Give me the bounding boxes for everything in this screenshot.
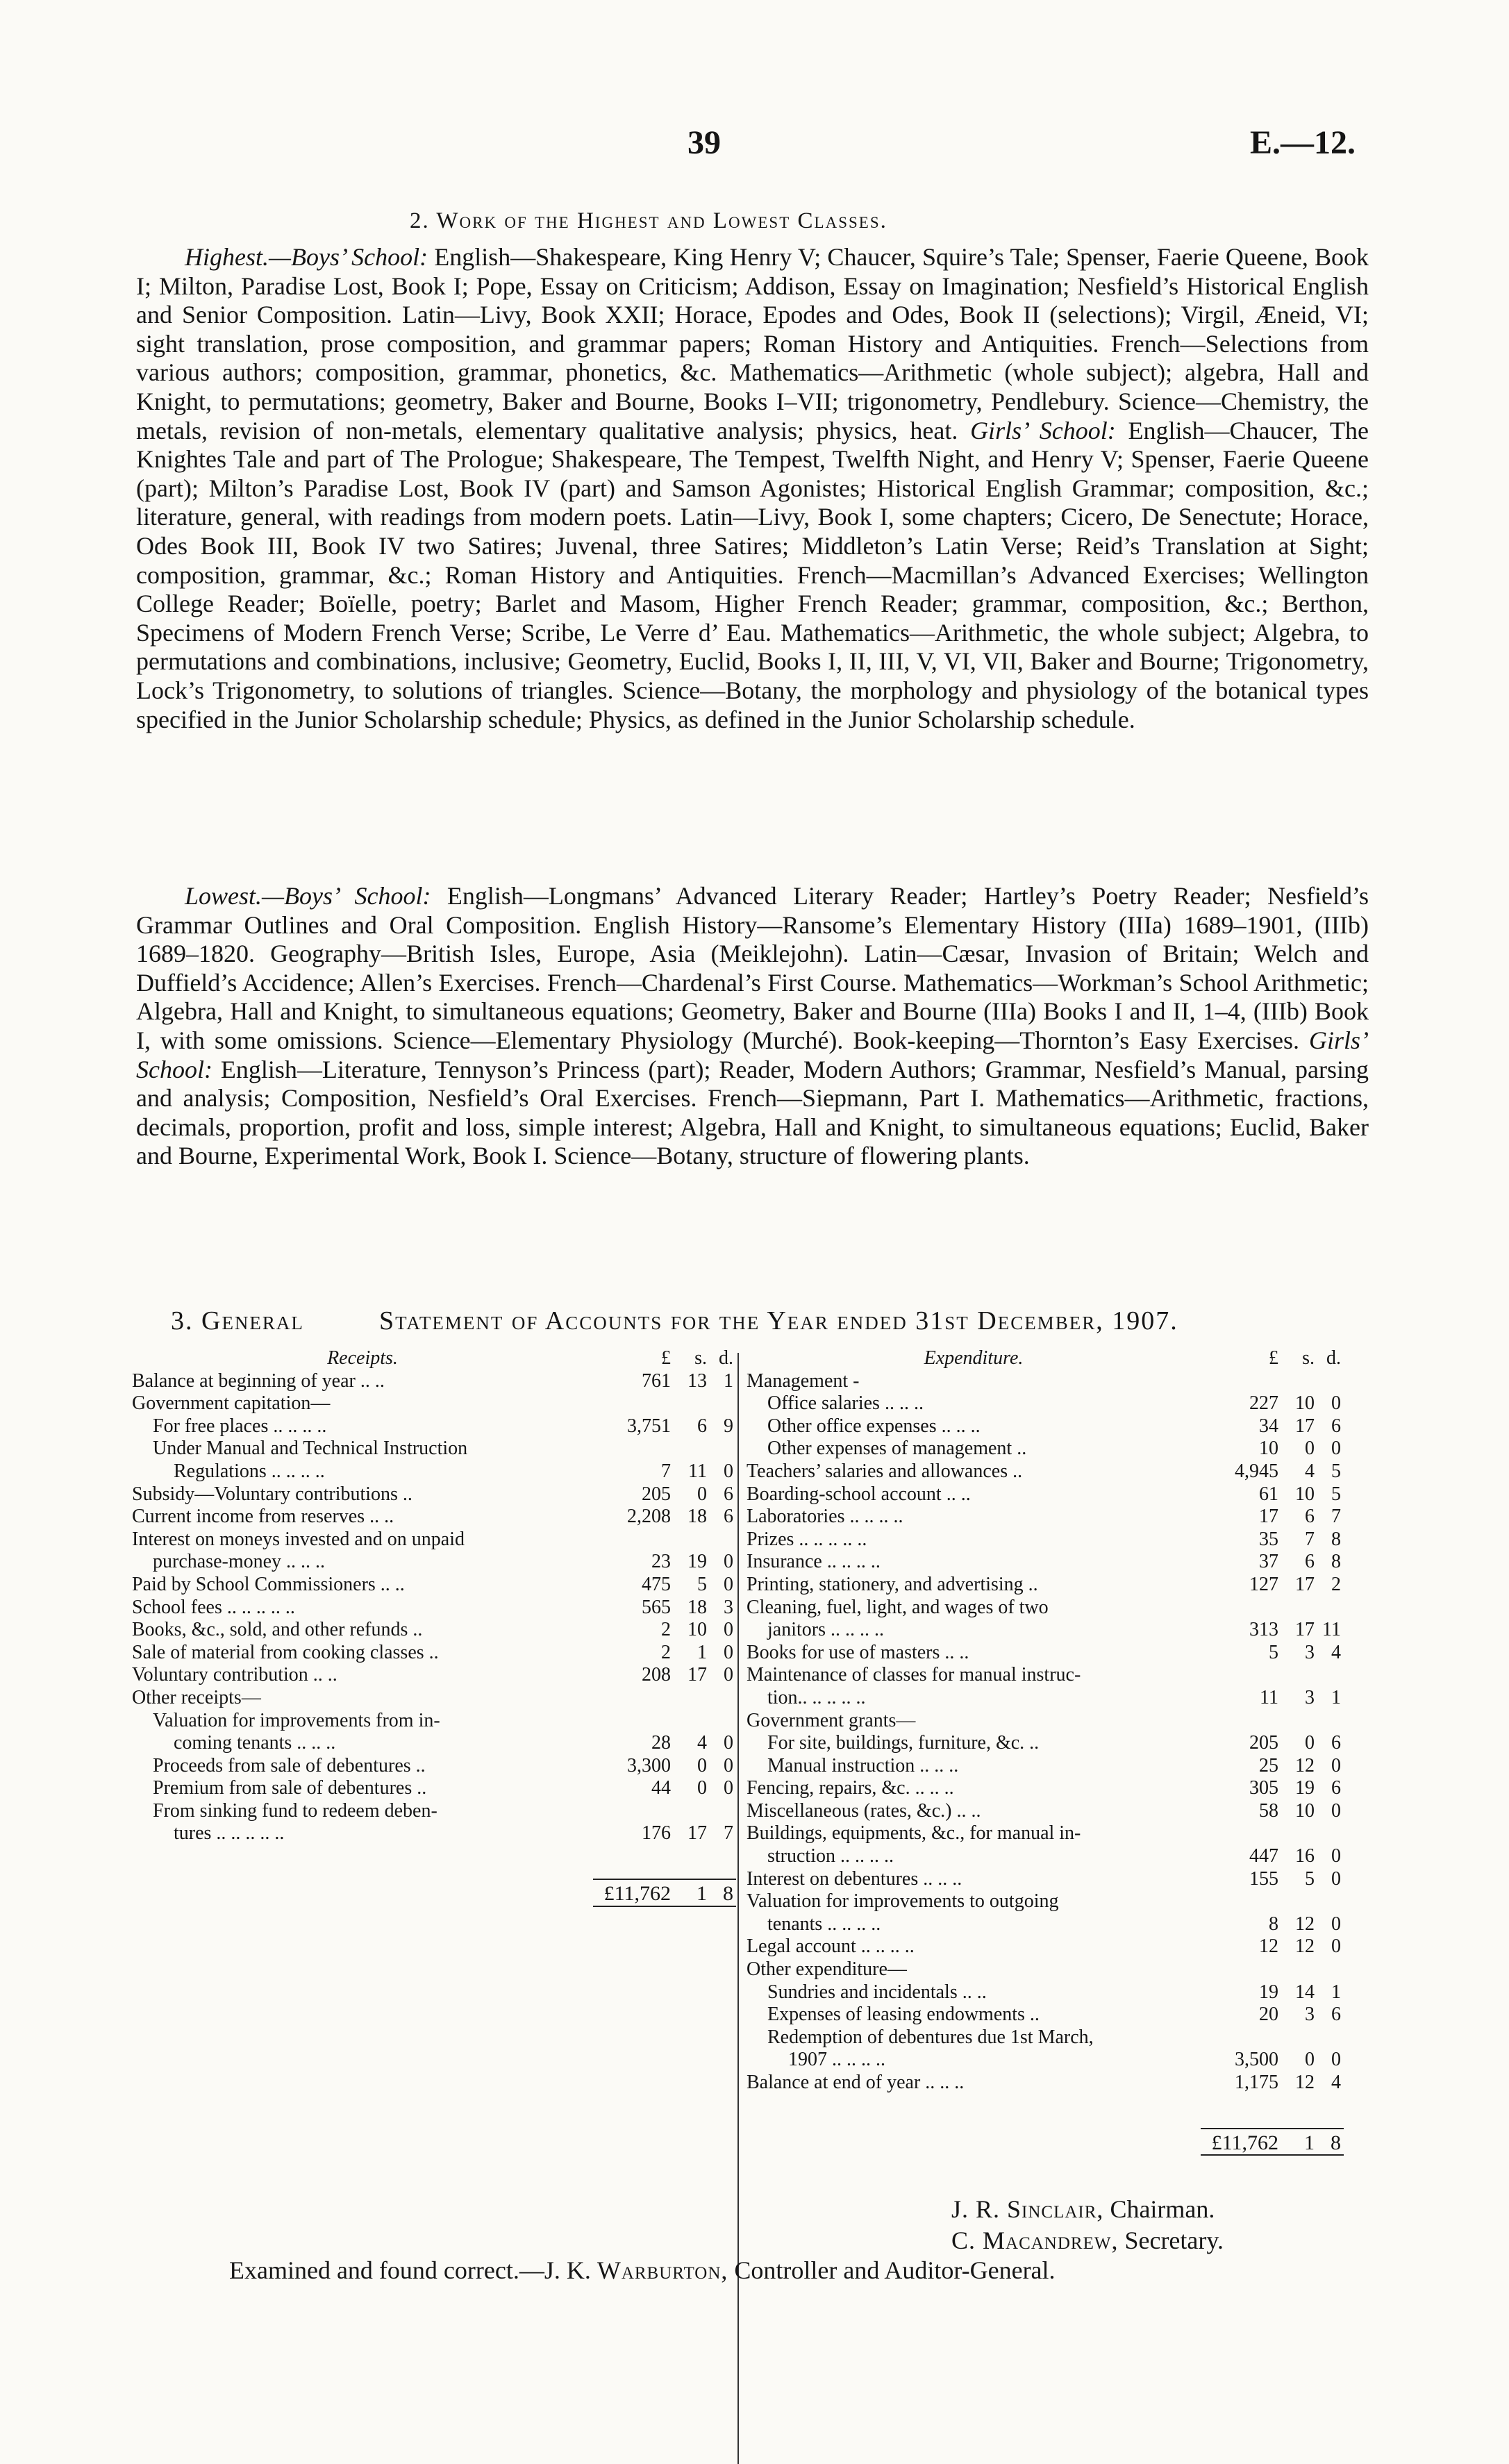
account-row [747, 1664, 1344, 1687]
row-label: tenants .. .. .. .. [767, 1913, 881, 1935]
row-pence: 7 [724, 1822, 733, 1845]
row-pence: 0 [1331, 1438, 1341, 1460]
row-pounds: 205 [1249, 1732, 1278, 1754]
row-pence: 0 [1331, 1799, 1341, 1822]
account-row [747, 1755, 1344, 1778]
chairman-signature [951, 2195, 1215, 2224]
row-pounds: 176 [642, 1822, 671, 1845]
account-row [747, 1551, 1344, 1574]
row-pounds: 3,500 [1235, 2049, 1278, 2071]
row-shillings: 18 [687, 1596, 707, 1618]
account-row [132, 1755, 736, 1778]
row-pence: 5 [1331, 1460, 1341, 1482]
row-pounds: 61 [1259, 1483, 1278, 1505]
row-pence: 0 [724, 1619, 733, 1641]
row-pence: 8 [1331, 1551, 1341, 1573]
row-label: Voluntary contribution .. .. [132, 1664, 337, 1686]
account-row [747, 1392, 1344, 1415]
row-pence: 1 [724, 1370, 733, 1392]
row-label: Maintenance of classes for manual instruc- [747, 1664, 1081, 1686]
row-pence: 1 [1331, 1981, 1341, 2003]
row-label: purchase-money .. .. .. [153, 1551, 326, 1573]
account-row [747, 2049, 1344, 2072]
row-shillings: 3 [1305, 2004, 1315, 2026]
highest-girls-text: English—Chaucer, The Knightes Tale and part of The Prologue; Shakespeare, The Tempest, Twelfth Night, and Henry V; Spenser, Faerie Queene (part); Milton’s Paradise Lost, Book IV (part) and Samson Agonistes; Historical English Grammar; composition, &c.; literature, general, with readings from modern poets. Latin—Livy, Book I, some chapters; Cicero, De Senectute; Horace, Odes Book III, Book IV two Satires; Juvenal, three Satires; Middleton’s Latin Verse; Reid’s Translation at Sight; composition, grammar, &c.; Roman History and Antiquities. French—Macmillan’s Advanced Exercises; Wellington College Reader; Boïelle, poetry; Barlet and Masom, Higher French Reader; grammar, composition, &c.; Berthon, Specimens of Modern French Verse; Scribe, Le Verre d’ Eau. Mathematics—Arithmetic, the whole subject; Algebra, to permutations and combinations, inclusive; Geometry, Euclid, Books I, II, III, V, VI, VII, Baker and Bourne; Trigonometry, Lock’s Trigonometry, to solutions of triangles. Science—Botany, the morphology and physiology of the botanical types specified in the Junior Scholarship schedule; Physics, as defined in the Junior Scholarship schedule. [136, 416, 1369, 733]
row-pounds: 12 [1259, 1936, 1278, 1958]
row-label: Office salaries .. .. .. [767, 1392, 924, 1415]
shillings-header: s. [1302, 1347, 1315, 1369]
row-pence: 6 [1331, 2004, 1341, 2026]
expenditure-header-row [747, 1347, 1344, 1370]
account-row [747, 1619, 1344, 1642]
row-label: tion.. .. .. .. .. [767, 1686, 866, 1708]
row-pence: 0 [724, 1573, 733, 1595]
row-shillings: 0 [1305, 2049, 1315, 2071]
row-label: Sale of material from cooking classes .. [132, 1641, 439, 1663]
row-shillings: 12 [1295, 1936, 1315, 1958]
row-shillings: 6 [1305, 1506, 1315, 1528]
row-shillings: 19 [687, 1551, 707, 1573]
row-shillings: 5 [1305, 1867, 1315, 1890]
row-label: Balance at beginning of year .. .. [132, 1370, 385, 1392]
row-shillings: 16 [1295, 1845, 1315, 1867]
row-pounds: 3,300 [627, 1754, 671, 1776]
row-pence: 6 [1331, 1777, 1341, 1799]
row-pounds: 313 [1249, 1619, 1278, 1641]
account-row [747, 1506, 1344, 1529]
row-label: Other receipts— [132, 1686, 261, 1708]
row-pounds: 227 [1249, 1392, 1278, 1415]
row-shillings: 10 [1295, 1799, 1315, 1822]
row-label: Premium from sale of debentures .. [153, 1777, 427, 1799]
column-divider [737, 1353, 739, 2464]
account-row [747, 1710, 1344, 1733]
section-heading: 2. Work of the Highest and Lowest Classes. [410, 208, 887, 233]
row-pence: 0 [724, 1551, 733, 1573]
row-pounds: 127 [1249, 1573, 1278, 1595]
account-row [747, 1958, 1344, 1981]
row-shillings: 4 [697, 1732, 707, 1754]
row-label: Buildings, equipments, &c., for manual in- [747, 1822, 1081, 1845]
row-pence: 0 [724, 1777, 733, 1799]
row-label: Interest on moneys invested and on unpaid [132, 1528, 465, 1550]
row-pence: 4 [1331, 1641, 1341, 1663]
expenditure-total-row [747, 2128, 1344, 2156]
receipts-column [132, 1347, 736, 1907]
row-pounds: 155 [1249, 1867, 1278, 1890]
account-row [132, 1732, 736, 1755]
row-pounds: 5 [1269, 1641, 1278, 1663]
row-pence: 0 [724, 1754, 733, 1776]
row-pence: 0 [724, 1641, 733, 1663]
receipts-total-row [132, 1879, 736, 1907]
lowest-label: Lowest.—Boys’ School: [185, 882, 431, 910]
account-row [132, 1710, 736, 1733]
account-row [747, 1483, 1344, 1506]
row-pence: 11 [1322, 1619, 1341, 1641]
row-pence: 0 [724, 1732, 733, 1754]
row-pounds: 8 [1269, 1913, 1278, 1935]
account-row [747, 1438, 1344, 1460]
row-pence: 9 [724, 1415, 733, 1437]
account-row [747, 1460, 1344, 1483]
receipts-header-row [132, 1347, 736, 1370]
row-shillings: 12 [1295, 2072, 1315, 2093]
lowest-girls-text: English—Literature, Tennyson’s Princess (part); Reader, Modern Authors; Grammar, Nesfield’s Manual, parsing and analysis; Composition, Nesfield’s Oral Exercises. French—Siepmann, Part I. Mathematics—Arithmetic, fractions, decimals, proportion, profit and loss, simple interest; Algebra, Hall and Knight, to simultaneous equations; Euclid, Baker and Bourne, Experimental Work, Book I. Science—Botany, structure of flowering plants. [136, 1055, 1369, 1170]
expenditure-total-shillings: 1 [1278, 2128, 1315, 2156]
row-shillings: 6 [1305, 1551, 1315, 1573]
account-row [132, 1506, 736, 1529]
row-shillings: 14 [1295, 1981, 1315, 2003]
row-label: janitors .. .. .. .. [767, 1619, 884, 1641]
account-row [747, 1687, 1344, 1710]
auditor-title: Controller and Auditor-General. [734, 2256, 1056, 2284]
row-shillings: 10 [687, 1619, 707, 1641]
row-label: Legal account .. .. .. .. [747, 1936, 915, 1958]
row-shillings: 17 [687, 1664, 707, 1686]
account-row [747, 2026, 1344, 2049]
account-row [132, 1551, 736, 1574]
account-row [747, 1777, 1344, 1800]
row-pounds: 208 [642, 1664, 671, 1686]
row-label: For free places .. .. .. .. [153, 1415, 327, 1437]
secretary-signature [951, 2226, 1224, 2255]
row-shillings: 10 [1295, 1392, 1315, 1415]
row-label: Paid by School Commissioners .. .. [132, 1573, 405, 1595]
row-label: Redemption of debentures due 1st March, [767, 2026, 1094, 2048]
account-row [747, 1597, 1344, 1620]
row-pounds: 11 [1260, 1686, 1278, 1708]
row-label: Under Manual and Technical Instruction [153, 1438, 468, 1460]
pence-header: d. [719, 1347, 733, 1369]
row-label: Laboratories .. .. .. .. [747, 1506, 903, 1528]
row-pence: 6 [1331, 1732, 1341, 1754]
row-shillings: 17 [687, 1822, 707, 1845]
row-shillings: 3 [1305, 1686, 1315, 1708]
accounts-heading [171, 1306, 1337, 1336]
account-row [132, 1619, 736, 1642]
row-label: struction .. .. .. .. [767, 1845, 894, 1867]
account-row [747, 1415, 1344, 1438]
auditor-name: Warburton, [597, 2256, 728, 2284]
receipts-total-pounds: £11,762 [593, 1879, 671, 1907]
expenditure-total-pounds: £11,762 [1201, 2128, 1278, 2156]
account-row [132, 1392, 736, 1415]
row-label: Proceeds from sale of debentures .. [153, 1754, 426, 1776]
row-pence: 1 [1331, 1686, 1341, 1708]
row-label: School fees .. .. .. .. .. [132, 1596, 295, 1618]
receipts-total-pence: 8 [707, 1879, 736, 1907]
row-pounds: 2 [661, 1641, 671, 1663]
row-label: For site, buildings, furniture, &c. .. [767, 1732, 1040, 1754]
row-pounds: 7 [661, 1460, 671, 1482]
account-row [132, 1438, 736, 1460]
row-label: Fencing, repairs, &c. .. .. .. [747, 1777, 954, 1799]
receipts-rows [132, 1370, 736, 1845]
row-pounds: 1,175 [1235, 2072, 1278, 2093]
row-label: Books for use of masters .. .. [747, 1641, 969, 1663]
account-row [747, 2072, 1344, 2095]
highest-boys-text: English—Shakespeare, King Henry V; Chaucer, Squire’s Tale; Spenser, Faerie Queene, Book I; Milton, Paradise Lost, Book I; Pope, Essay on Criticism; Addison, Essay on Imagination; Nesfield’s Historical English and Senior Composition. Latin—Livy, Book XXII; Horace, Epodes and Odes, Book II (selections); Virgil, Æneid, VI; sight translation, prose composition, and grammar papers; Roman History and Antiquities. French—Selections from various authors; composition, grammar, phonetics, &c. Mathematics—Arithmetic (whole subject); algebra, Hall and Knight, to permutations; geometry, Baker and Bourne, Books I–VII; trigonometry, Pendlebury. Science—Chemistry, the metals, revision of non-metals, elementary qualitative analysis; physics, heat. [136, 243, 1369, 444]
pence-header: d. [1326, 1347, 1341, 1369]
row-label: Subsidy—Voluntary contributions .. [132, 1483, 412, 1505]
row-pounds: 10 [1259, 1438, 1278, 1460]
row-shillings: 12 [1295, 1913, 1315, 1935]
row-pence: 6 [1331, 1415, 1341, 1437]
row-label: Balance at end of year .. .. .. [747, 2072, 965, 2093]
row-pence: 7 [1331, 1506, 1341, 1528]
row-label: Boarding-school account .. .. [747, 1483, 971, 1505]
row-shillings: 0 [697, 1754, 707, 1776]
account-row [132, 1822, 736, 1845]
row-pounds: 35 [1259, 1528, 1278, 1550]
row-pounds: 25 [1259, 1754, 1278, 1776]
expenditure-column [747, 1347, 1344, 2156]
row-label: Government capitation— [132, 1392, 331, 1415]
row-pence: 8 [1331, 1528, 1341, 1550]
row-pence: 0 [1331, 2049, 1341, 2071]
row-label: From sinking fund to redeem deben- [153, 1799, 437, 1822]
row-pounds: 23 [651, 1551, 671, 1573]
row-pence: 0 [1331, 1754, 1341, 1776]
auditor-statement [229, 2256, 1056, 2285]
chairman-title: Chairman. [1110, 2195, 1215, 2223]
row-pence: 0 [1331, 1936, 1341, 1958]
row-pence: 3 [724, 1596, 733, 1618]
row-pounds: 4,945 [1235, 1460, 1278, 1482]
row-pounds: 28 [651, 1732, 671, 1754]
row-shillings: 13 [687, 1370, 707, 1392]
row-label: Books, &c., sold, and other refunds .. [132, 1619, 423, 1641]
row-label: Interest on debentures .. .. .. [747, 1867, 962, 1890]
account-row [747, 1370, 1344, 1393]
account-row [132, 1370, 736, 1393]
row-label: Prizes .. .. .. .. .. [747, 1528, 867, 1550]
row-label: Regulations .. .. .. .. [174, 1460, 325, 1482]
account-row [132, 1687, 736, 1710]
row-pence: 0 [1331, 1913, 1341, 1935]
row-shillings: 18 [687, 1506, 707, 1528]
row-shillings: 19 [1295, 1777, 1315, 1799]
row-pence: 0 [1331, 1392, 1341, 1415]
row-pounds: 2 [661, 1619, 671, 1641]
row-pence: 0 [1331, 1867, 1341, 1890]
row-label: Other office expenses .. .. .. [767, 1415, 981, 1437]
account-row [747, 1642, 1344, 1665]
account-row [132, 1597, 736, 1620]
page-number: 39 [687, 124, 721, 161]
row-pounds: 20 [1259, 2004, 1278, 2026]
row-pounds: 205 [642, 1483, 671, 1505]
receipts-title: Receipts. [327, 1347, 398, 1369]
row-pence: 6 [724, 1506, 733, 1528]
account-row [747, 1845, 1344, 1868]
row-shillings: 0 [1305, 1438, 1315, 1460]
row-label: coming tenants .. .. .. [174, 1732, 336, 1754]
row-label: Government grants— [747, 1709, 916, 1731]
account-row [132, 1460, 736, 1483]
row-pence: 4 [1331, 2072, 1341, 2093]
account-row [132, 1800, 736, 1823]
row-pounds: 17 [1259, 1506, 1278, 1528]
row-pence: 0 [724, 1460, 733, 1482]
account-row [747, 1890, 1344, 1913]
row-label: Valuation for improvements to outgoing [747, 1890, 1059, 1913]
row-shillings: 3 [1305, 1641, 1315, 1663]
row-shillings: 10 [1295, 1483, 1315, 1505]
highest-girls-label: Girls’ School: [970, 416, 1116, 444]
row-pounds: 305 [1249, 1777, 1278, 1799]
row-pence: 0 [1331, 1845, 1341, 1867]
accounts-heading-title: Statement of Accounts for the Year ended 31st December, 1907. [378, 1306, 1178, 1335]
account-row [747, 1529, 1344, 1551]
highest-label: Highest.—Boys’ School: [185, 243, 428, 271]
shillings-header: s. [694, 1347, 707, 1369]
row-pounds: 2,208 [627, 1506, 671, 1528]
row-shillings: 17 [1295, 1415, 1315, 1437]
pounds-header: £ [1269, 1347, 1278, 1369]
row-shillings: 0 [697, 1483, 707, 1505]
row-shillings: 17 [1295, 1619, 1315, 1641]
row-label: Manual instruction .. .. .. [767, 1754, 959, 1776]
row-pence: 0 [724, 1664, 733, 1686]
row-pence: 2 [1331, 1573, 1341, 1595]
secretary-title: Secretary. [1124, 2226, 1224, 2254]
expenditure-title: Expenditure. [924, 1347, 1024, 1369]
row-label: Expenses of leasing endowments .. [767, 2004, 1040, 2026]
row-shillings: 12 [1295, 1754, 1315, 1776]
account-row [747, 1800, 1344, 1823]
row-label: Current income from reserves .. .. [132, 1506, 394, 1528]
row-shillings: 6 [697, 1415, 707, 1437]
account-row [747, 1732, 1344, 1755]
account-row [132, 1642, 736, 1665]
account-row [747, 2004, 1344, 2026]
paragraph-highest [136, 243, 1369, 734]
row-shillings: 1 [697, 1641, 707, 1663]
account-row [132, 1777, 736, 1800]
receipts-total-shillings: 1 [671, 1879, 707, 1907]
row-pounds: 761 [642, 1370, 671, 1392]
row-pence: 5 [1331, 1483, 1341, 1505]
account-row [132, 1415, 736, 1438]
account-row [747, 1913, 1344, 1936]
row-label: Cleaning, fuel, light, and wages of two [747, 1596, 1049, 1618]
account-row [747, 1574, 1344, 1597]
row-pounds: 475 [642, 1573, 671, 1595]
account-row [747, 1981, 1344, 2004]
account-row [132, 1574, 736, 1597]
account-row [747, 1868, 1344, 1891]
row-label: Miscellaneous (rates, &c.) .. .. [747, 1799, 981, 1822]
account-row [132, 1483, 736, 1506]
row-shillings: 11 [688, 1460, 707, 1482]
pounds-header: £ [661, 1347, 671, 1369]
row-pounds: 58 [1259, 1799, 1278, 1822]
row-label: Valuation for improvements from in- [153, 1709, 440, 1731]
row-label: Teachers’ salaries and allowances .. [747, 1460, 1023, 1482]
expenditure-rows [747, 1370, 1344, 2095]
account-row [747, 1822, 1344, 1845]
examined-text: Examined and found correct.—J. K. [229, 2256, 591, 2284]
lowest-girls-label: Girls’ School: [136, 1026, 1369, 1083]
row-label: Other expenses of management .. [767, 1438, 1027, 1460]
row-label: Sundries and incidentals .. .. [767, 1981, 987, 2003]
row-pounds: 37 [1259, 1551, 1278, 1573]
row-shillings: 7 [1305, 1528, 1315, 1550]
row-pounds: 3,751 [627, 1415, 671, 1437]
row-pounds: 34 [1259, 1415, 1278, 1437]
secretary-name: C. Macandrew, [951, 2226, 1119, 2254]
row-label: Printing, stationery, and advertising .. [747, 1573, 1038, 1595]
row-pounds: 565 [642, 1596, 671, 1618]
account-row [747, 1936, 1344, 1958]
row-shillings: 0 [1305, 1732, 1315, 1754]
row-pounds: 19 [1259, 1981, 1278, 2003]
row-label: Management - [747, 1370, 860, 1392]
chairman-name: J. R. Sinclair, [951, 2195, 1104, 2223]
row-label: Other expenditure— [747, 1958, 907, 1981]
row-pounds: 44 [651, 1777, 671, 1799]
page-code: E.—12. [1250, 124, 1356, 161]
row-label: 1907 .. .. .. .. [788, 2049, 885, 2071]
expenditure-total-pence: 8 [1315, 2128, 1344, 2156]
row-shillings: 0 [697, 1777, 707, 1799]
account-row [132, 1664, 736, 1687]
lowest-boys-text: English—Longmans’ Advanced Literary Reader; Hartley’s Poetry Reader; Nesfield’s Grammar Outlines and Oral Composition. English History—Ransome’s Elementary History (IIIa) 1689–1901, (IIIb) 1689–1820. Geography—British Isles, Europe, Asia (Meiklejohn). Latin—Cæsar, Invasion of Britain; Welch and Duffield’s Accidence; Allen’s Exercises. French—Chardenal’s First Course. Mathematics—Workman’s School Arithmetic; Algebra, Hall and Knight, to simultaneous equations; Geometry, Baker and Bourne (IIIa) Books I and II, 1–4, (IIIb) Book I, with some omissions. Science—Elementary Physiology (Murché). Book-keeping—Thornton’s Easy Exercises. [136, 882, 1369, 1054]
row-label: Insurance .. .. .. .. [747, 1551, 881, 1573]
row-pence: 6 [724, 1483, 733, 1505]
account-row [132, 1529, 736, 1551]
accounts-heading-number: 3. General [171, 1306, 304, 1335]
row-shillings: 4 [1305, 1460, 1315, 1482]
row-pounds: 447 [1249, 1845, 1278, 1867]
row-shillings: 5 [697, 1573, 707, 1595]
paragraph-lowest [136, 882, 1369, 1171]
row-shillings: 17 [1295, 1573, 1315, 1595]
row-label: tures .. .. .. .. .. [174, 1822, 285, 1845]
